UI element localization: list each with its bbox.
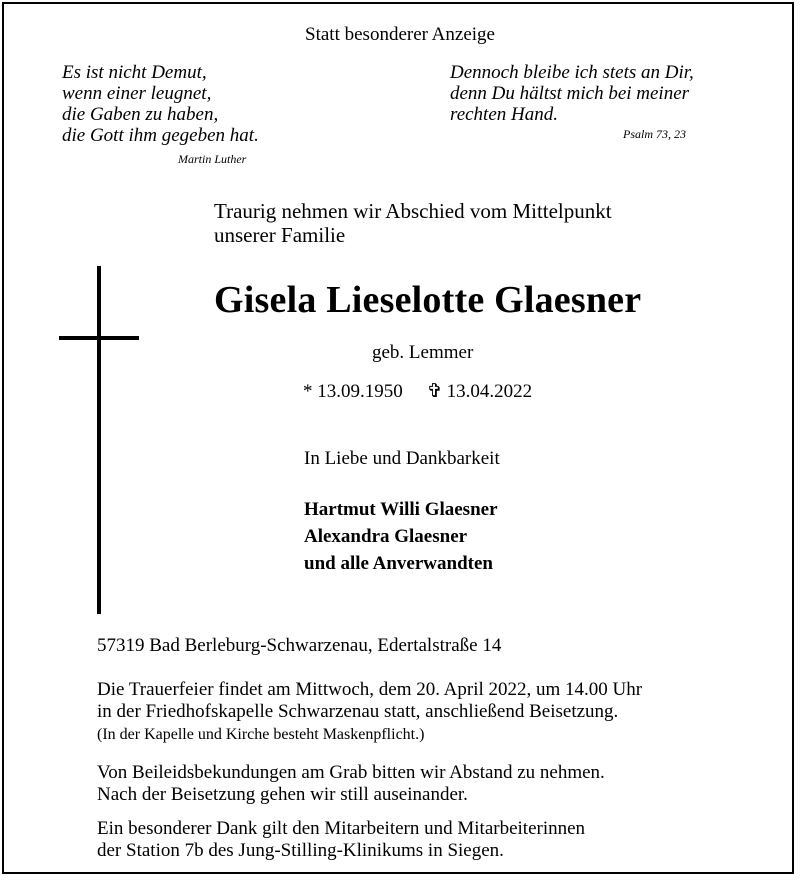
mourners-list bbox=[304, 496, 498, 577]
birth-date: * 13.09.1950 bbox=[303, 381, 403, 402]
deceased-name: Gisela Lieselotte Glaesner bbox=[214, 279, 642, 321]
quote-left-line: wenn einer leugnet, bbox=[62, 83, 212, 104]
thanks-note bbox=[97, 818, 585, 862]
quote-left-line: die Gaben zu haben, bbox=[62, 104, 219, 125]
condolence-line: Nach der Beisetzung gehen wir still auseinander. bbox=[97, 784, 468, 805]
notice-heading: Statt besonderer Anzeige bbox=[305, 24, 495, 45]
funeral-line: Die Trauerfeier findet am Mittwoch, dem 20. April 2022, um 14.00 Uhr bbox=[97, 679, 643, 700]
funeral-info bbox=[97, 679, 642, 723]
mourner-name: und alle Anverwandten bbox=[304, 553, 493, 574]
cross-icon-horizontal bbox=[59, 336, 139, 340]
condolence-line: Von Beileidsbekundungen am Grab bitten wir Abstand zu nehmen. bbox=[97, 762, 605, 783]
quote-right-line: Dennoch bleibe ich stets an Dir, bbox=[450, 62, 694, 83]
death-date: 13.04.2022 bbox=[446, 381, 533, 402]
mask-note: (In der Kapelle und Kirche besteht Maskenpflicht.) bbox=[97, 726, 425, 743]
quote-right-line: rechten Hand. bbox=[450, 104, 558, 125]
cross-icon-vertical bbox=[97, 266, 101, 614]
quote-left-line: die Gott ihm gegeben hat. bbox=[62, 125, 259, 146]
maiden-name: geb. Lemmer bbox=[372, 342, 474, 363]
quote-right-source: Psalm 73, 23 bbox=[623, 127, 686, 141]
thanks-line: Ein besonderer Dank gilt den Mitarbeitern und Mitarbeiterinnen bbox=[97, 818, 586, 839]
funeral-line: in der Friedhofskapelle Schwarzenau statt, anschließend Beisetzung. bbox=[97, 701, 619, 722]
mourner-name: Hartmut Willi Glaesner bbox=[304, 499, 498, 520]
death-cross-icon: ✞ bbox=[426, 381, 443, 402]
quote-left-line: Es ist nicht Demut, bbox=[62, 62, 207, 83]
quote-left-author: Martin Luther bbox=[178, 152, 247, 166]
farewell-intro-line: Traurig nehmen wir Abschied vom Mittelpunkt bbox=[214, 199, 612, 223]
mourner-name: Alexandra Glaesner bbox=[304, 526, 468, 547]
quote-right bbox=[450, 62, 694, 125]
life-dates bbox=[303, 380, 532, 403]
thanks-line: der Station 7b des Jung-Stilling-Klinikums in Siegen. bbox=[97, 840, 504, 861]
mourners-intro: In Liebe und Dankbarkeit bbox=[304, 448, 500, 469]
farewell-intro bbox=[214, 199, 612, 247]
condolence-note bbox=[97, 762, 605, 806]
farewell-intro-line: unserer Familie bbox=[214, 223, 346, 247]
quote-right-line: denn Du hältst mich bei meiner bbox=[450, 83, 690, 104]
family-address: 57319 Bad Berleburg-Schwarzenau, Edertalstraße 14 bbox=[97, 635, 502, 656]
quote-left bbox=[62, 62, 259, 146]
